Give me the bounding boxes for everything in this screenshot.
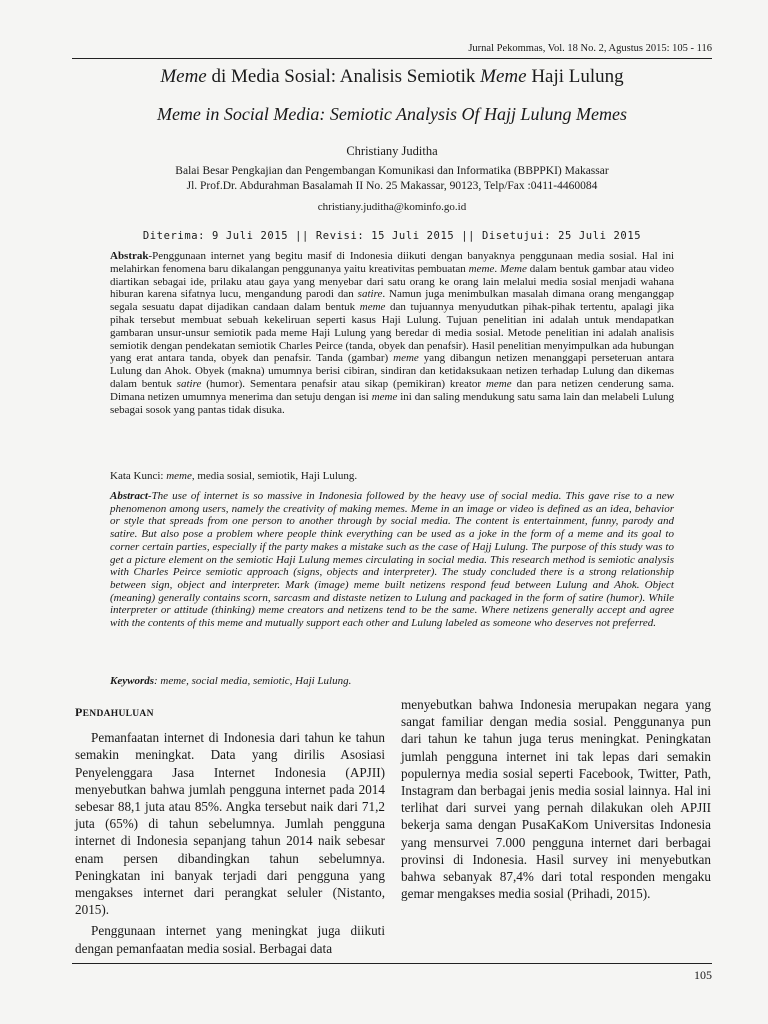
paragraph: menyebutkan bahwa Indonesia merupakan negara yang sangat familiar dengan media sosial. Penggunanya pun dari tahun ke tahun juga terus meningkat. Peningkatan jumlah pengguna internet ini tak lepas dari semakin populernya media sosial seperti Facebook, Twitter, Path, Instagram dan berbagai jenis media sosial lainnya. Hal ini terlihat dari survei yang pernah dilakukan oleh APJII bekerja sama dengan PusaKaKom Universitas Indonesia yang mensurvei 7.000 pengguna internet dari berbagai provinsi di Indonesia. Hasil survey ini menyebutkan bahwa sebanyak 87,4% dari total responden mengaku gemar mengakses media sosial (Prihadi, 2015). <box>401 697 711 902</box>
author-email: christiany.juditha@kominfo.go.id <box>317 201 467 213</box>
keywords-english: Keywords: meme, social media, semiotic, Haji Lulung. <box>110 675 352 687</box>
body-column-right <box>401 696 711 902</box>
paper-subtitle: Meme in Social Media: Semiotic Analysis Of Hajj Lulung Memes <box>156 104 628 124</box>
title-middle: di Media Sosial: Analisis Semiotik <box>206 66 481 87</box>
author-name: Christiany Juditha <box>346 144 438 158</box>
affiliation-line-1: Balai Besar Pengkajian dan Pengembangan Komunikasi dan Informatika (BBPPKI) Makassar <box>175 165 609 177</box>
abstract-label: Abstrak <box>110 250 149 262</box>
title-meme-1: Meme <box>160 66 207 87</box>
footer-rule <box>72 963 712 964</box>
section-heading: PENDAHULUAN <box>75 705 154 719</box>
page-number: 105 <box>694 968 712 982</box>
abstract-en-label: Abstract <box>110 490 148 502</box>
body-column-left <box>75 698 385 957</box>
affiliation-line-2: Jl. Prof.Dr. Abdurahman Basalamah II No. 25 Makassar, 90123, Telp/Fax :0411-4460084 <box>186 180 598 192</box>
paragraph: Penggunaan internet yang meningkat juga diikuti dengan pemanfaatan media sosial. Berbagai data <box>75 923 385 956</box>
paragraph: Pemanfaatan internet di Indonesia dari tahun ke tahun semakin meningkat. Data yang dirilis Asosiasi Penyelenggara Jasa Internet Indonesia (APJII) menyebutkan bahwa jumlah pengguna internet pada 2014 sebesar 88,1 juta atau 85%. Angka tersebut naik dari 71,2 juta (65%) di tahun sebelumnya. Jumlah pengguna internet di Indonesia sepanjang tahun 2014 naik sebesar enam persen dibandingkan tahun sebelumnya. Peningkatan ini banyak terjadi dari pengguna yang mengakses internet dari perangkat seluler (Nistanto, 2015). <box>75 730 385 918</box>
abstract-english: Abstract-The use of internet is so massive in Indonesia followed by the heavy use of social media. This gave rise to a new phenomenon among users, namely the creativity of making memes. Meme in an image or video is defined as an idea, behavior or style that spreads from one person to another through by social media. The content is entertainment, funny, parody and satire. But also pose a problem where people think everything can be used as a joke in the form of a meme and its goal to corner certain parties, especially if the party makes a mistake such as the case of Hajj Lulung. The purpose of this study was to get a picture element on the semiotic Haji Lulung memes circulating in social media. This research method is semiotic analysis with Charles Peirce semiotic approach (signs, objects and interpreter). The study concluded there is a strong relationship between sign, object and interpreter. Mark (image) meme built netizens respond feud between Lulung and Ahok. Object (meaning) generally contains scorn, sarcasm and distaste netizen to Lulung and packaged in the form of satire (humor). While interpreter or attitude (thinking) meme creators and netizens tend to be the same. Where netizens generally accept and agree with the contents of this meme and mutually support each other and Lulung labeled as someone who deserves not preferred. <box>110 490 674 630</box>
abstract-indonesian: Abstrak-Penggunaan internet yang begitu masif di Indonesia diikuti dengan banyaknya penggunaan media sosial. Hal ini melahirkan fenomena baru dikalangan penggunanya yaitu kreativitas pembuatan meme. Meme dalam bentuk gambar atau video diartikan sebagai ide, prilaku atau gaya yang menyebar dari satu orang ke orang lain melalui media sosial menjadi wahana hiburan karena sifatnya lucu, mengandung parodi dan satire. Namun juga menimbulkan masalah dimana orang menganggap segala sesuatu dapat dijadikan candaan dalam bentuk meme dan tujuannya menyudutkan pihak-pihak tertentu, apalagi jika pihak tersebut membuat sebuah kekeliruan seperti kasus Haji Lulung. Tujuan penelitian ini adalah untuk mendapatkan gambaran unsur-unsur semiotik pada meme Haji Lulung yang beredar di media sosial. Metode penelitian ini adalah analisis semiotik dengan pendekatan semiotik Charles Peirce (tanda, obyek dan penafsir). Hasil penelitian menyimpulkan ada hubungan yang erat antara tanda, obyek dan penafsir. Tanda (gambar) meme yang dibangun netizen menanggapi perseteruan antara Lulung dan Ahok. Obyek (makna) umumnya berisi cibiran, sindiran dan ketidaksukaan netizen terhadap Lulung dan dikemas dalam bentuk satire (humor). Sementara penafsir atau sikap (pemikiran) kreator meme dan para netizen cenderung sama. Dimana netizen umumnya menerima dan setuju dengan isi meme ini dan saling mendukung satu sama lain dan melabeli Lulung sebagai sosok yang pantas tidak disuka. <box>110 250 674 416</box>
submission-dates: Diterima: 9 Juli 2015 || Revisi: 15 Juli 2015 || Disetujui: 25 Juli 2015 <box>142 230 642 242</box>
header-rule <box>72 58 712 59</box>
author-affiliation <box>72 164 712 194</box>
title-meme-2: Meme <box>480 66 527 87</box>
title-end: Haji Lulung <box>526 66 624 87</box>
keywords-indonesian: Kata Kunci: meme, media sosial, semiotik, Haji Lulung. <box>110 470 358 482</box>
paper-title <box>72 66 712 88</box>
running-head: Jurnal Pekommas, Vol. 18 No. 2, Agustus 2015: 105 - 116 <box>468 43 712 54</box>
